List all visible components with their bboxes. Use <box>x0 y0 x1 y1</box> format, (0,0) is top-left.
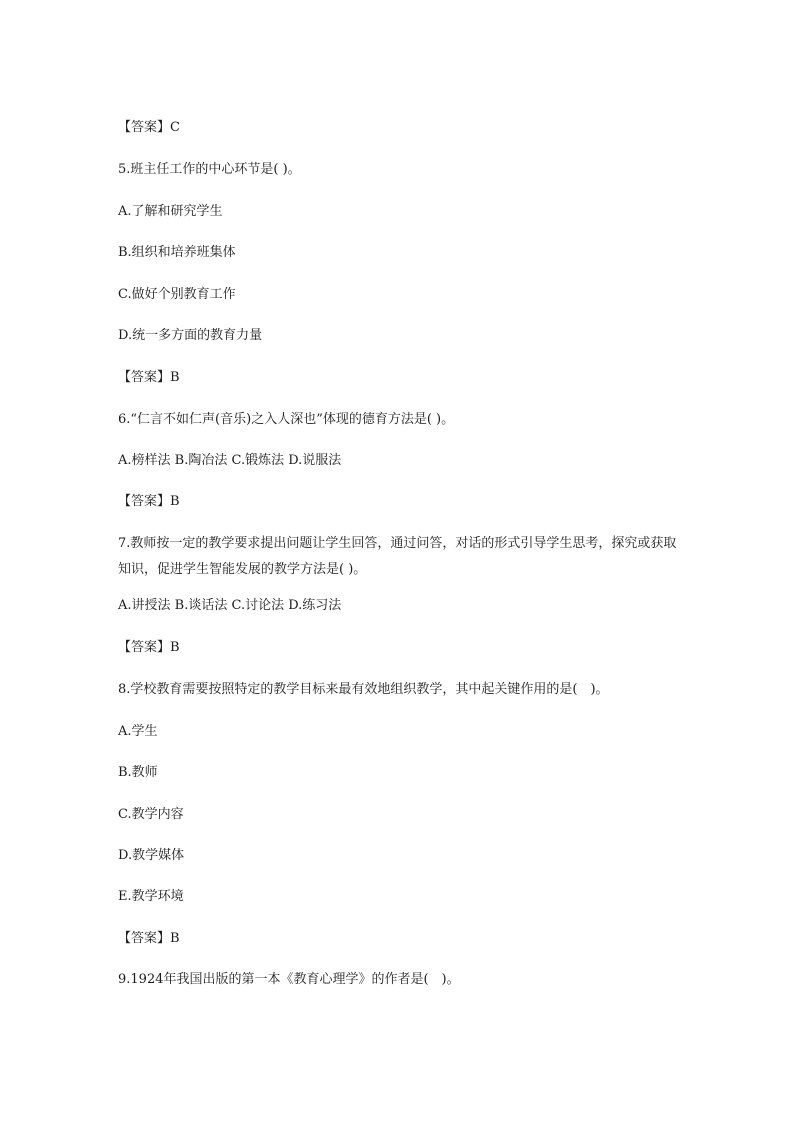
question-8-option-d: D.教学媒体 <box>118 848 185 863</box>
question-8: 8.学校教育需要按照特定的教学目标来最有效地组织教学，其中起关键作用的是( )。 <box>118 682 609 697</box>
answer-4: 【答案】C <box>118 120 180 135</box>
answer-5: 【答案】B <box>118 370 180 385</box>
question-6-options: A.榜样法 B.陶冶法 C.锻炼法 D.说服法 <box>118 453 342 468</box>
answer-7: 【答案】B <box>118 640 180 655</box>
question-9: 9.1924年我国出版的第一本《教育心理学》的作者是( )。 <box>118 972 460 987</box>
question-8-option-a: A.学生 <box>118 724 158 739</box>
question-5-option-d: D.统一多方面的教育力量 <box>118 328 263 343</box>
question-5: 5.班主任工作的中心环节是( )。 <box>118 162 301 177</box>
answer-6: 【答案】B <box>118 494 180 509</box>
answer-8: 【答案】B <box>118 931 180 946</box>
question-7-options: A.讲授法 B.谈话法 C.讨论法 D.练习法 <box>118 598 342 613</box>
question-8-option-b: B.教师 <box>118 765 158 780</box>
question-6: 6.“仁言不如仁声(音乐)之入人深也”体现的德育方法是( )。 <box>118 412 455 427</box>
question-7: 7.教师按一定的教学要求提出问题让学生回答，通过问答，对话的形式引导学生思考，探究或获取知识，促进学生智能发展的教学方法是( )。 <box>118 536 677 577</box>
question-5-option-a: A.了解和研究学生 <box>118 204 223 219</box>
question-5-option-b: B.组织和培养班集体 <box>118 245 236 260</box>
question-8-option-e: E.教学环境 <box>118 889 184 904</box>
question-8-option-c: C.教学内容 <box>118 807 184 822</box>
question-5-option-c: C.做好个别教育工作 <box>118 287 236 302</box>
